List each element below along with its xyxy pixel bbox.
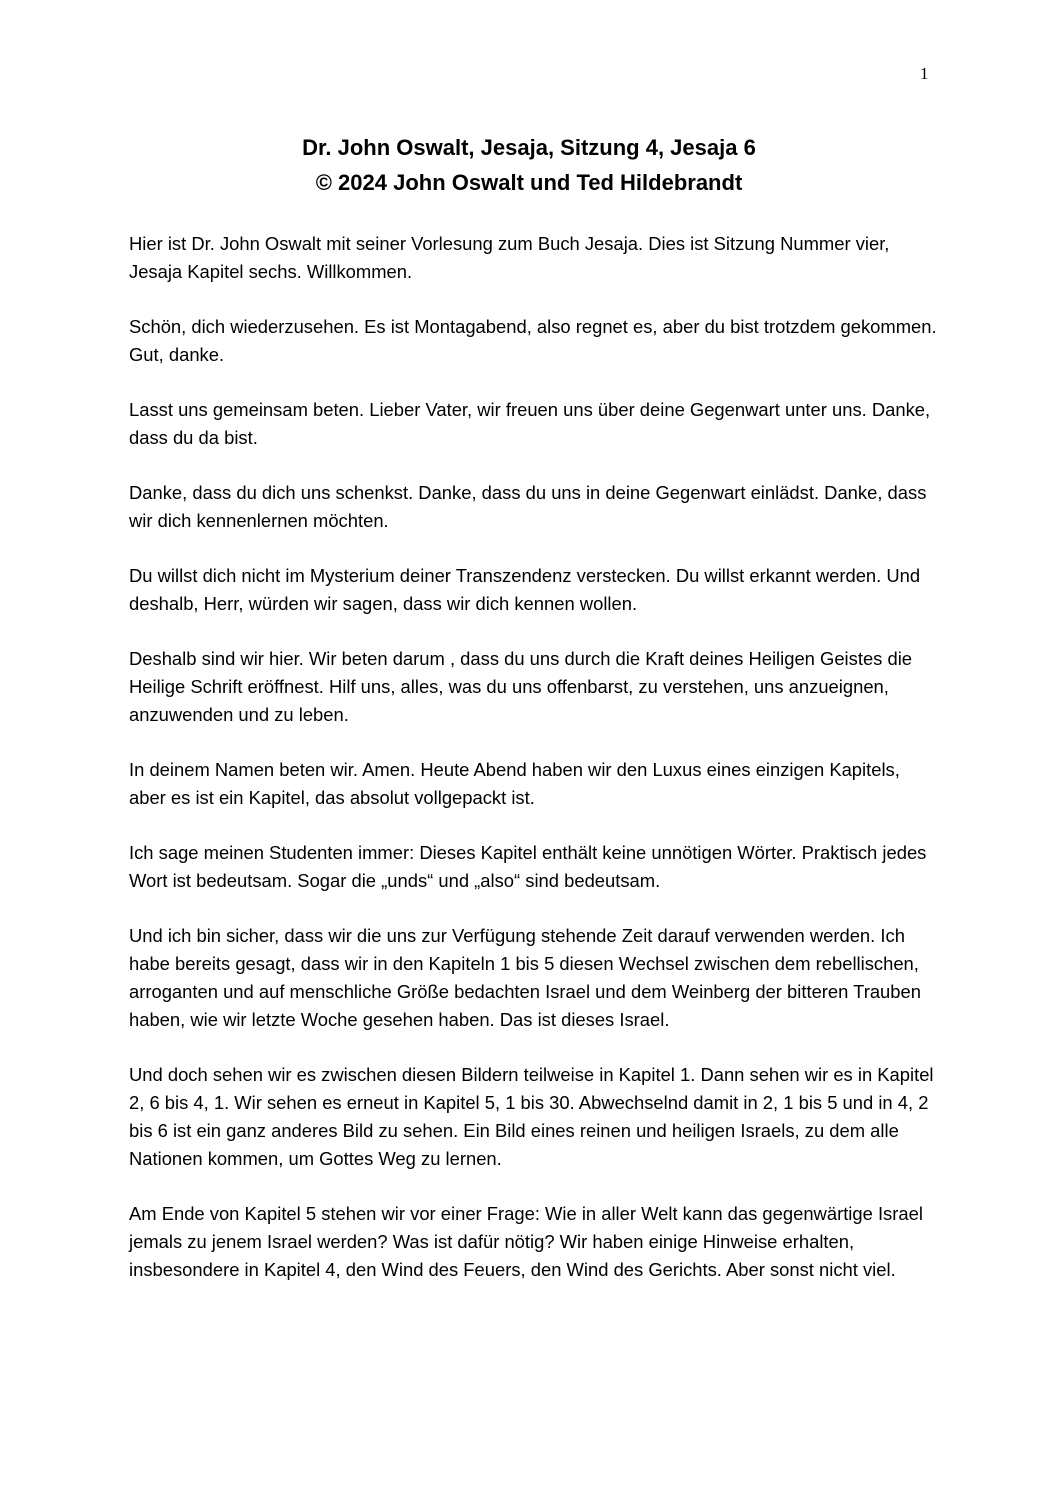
document-body xyxy=(129,230,939,1311)
paragraph: Hier ist Dr. John Oswalt mit seiner Vorlesung zum Buch Jesaja. Dies ist Sitzung Nummer vier, Jesaja Kapitel sechs. Willkommen. xyxy=(129,233,890,282)
paragraph: Danke, dass du dich uns schenkst. Danke, dass du uns in deine Gegenwart einlädst. Danke, dass wir dich kennenlernen möchten. xyxy=(129,482,927,531)
paragraph: In deinem Namen beten wir. Amen. Heute Abend haben wir den Luxus eines einzigen Kapitels, aber es ist ein Kapitel, das absolut vollgepackt ist. xyxy=(129,759,900,808)
title-line-1: Dr. John Oswalt, Jesaja, Sitzung 4, Jesaja 6 xyxy=(302,135,756,160)
paragraph: Und doch sehen wir es zwischen diesen Bildern teilweise in Kapitel 1. Dann sehen wir es in Kapitel 2, 6 bis 4, 1. Wir sehen es erneut in Kapitel 5, 1 bis 30. Abwechselnd damit in 2, 1 bis 5 und in 4, 2 bis 6 ist ein ganz anderes Bild zu sehen. Ein Bild eines reinen und heiligen Israels, zu dem alle Nationen kommen, um Gottes Weg zu lernen. xyxy=(129,1064,934,1169)
page-number: 1 xyxy=(920,64,929,83)
paragraph: Lasst uns gemeinsam beten. Lieber Vater, wir freuen uns über deine Gegenwart unter uns. Danke, dass du da bist. xyxy=(129,399,931,448)
document-title xyxy=(0,130,1058,200)
paragraph: Und ich bin sicher, dass wir die uns zur Verfügung stehende Zeit darauf verwenden werden. Ich habe bereits gesagt, dass wir in den Kapiteln 1 bis 5 diesen Wechsel zwischen dem rebellischen, arroganten und auf menschliche Größe bedachten Israel und dem Weinberg der bitteren Trauben haben, wie wir letzte Woche gesehen haben. Das ist dieses Israel. xyxy=(129,925,921,1030)
paragraph: Am Ende von Kapitel 5 stehen wir vor einer Frage: Wie in aller Welt kann das gegenwärtige Israel jemals zu jenem Israel werden? Was ist dafür nötig? Wir haben einige Hinweise erhalten, insbesondere in Kapitel 4, den Wind des Feuers, den Wind des Gerichts. Aber sonst nicht viel. xyxy=(129,1203,923,1280)
title-line-2: © 2024 John Oswalt und Ted Hildebrandt xyxy=(315,170,743,195)
paragraph: Ich sage meinen Studenten immer: Dieses Kapitel enthält keine unnötigen Wörter. Praktisch jedes Wort ist bedeutsam. Sogar die „unds“ und „also“ sind bedeutsam. xyxy=(129,842,927,891)
paragraph: Schön, dich wiederzusehen. Es ist Montagabend, also regnet es, aber du bist trotzdem gekommen. Gut, danke. xyxy=(129,316,937,365)
paragraph: Deshalb sind wir hier. Wir beten darum , dass du uns durch die Kraft deines Heiligen Geistes die Heilige Schrift eröffnest. Hilf uns, alles, was du uns offenbarst, zu verstehen, uns anzueignen, anzuwenden und zu leben. xyxy=(129,648,913,725)
paragraph: Du willst dich nicht im Mysterium deiner Transzendenz verstecken. Du willst erkannt werden. Und deshalb, Herr, würden wir sagen, dass wir dich kennen wollen. xyxy=(129,565,921,614)
